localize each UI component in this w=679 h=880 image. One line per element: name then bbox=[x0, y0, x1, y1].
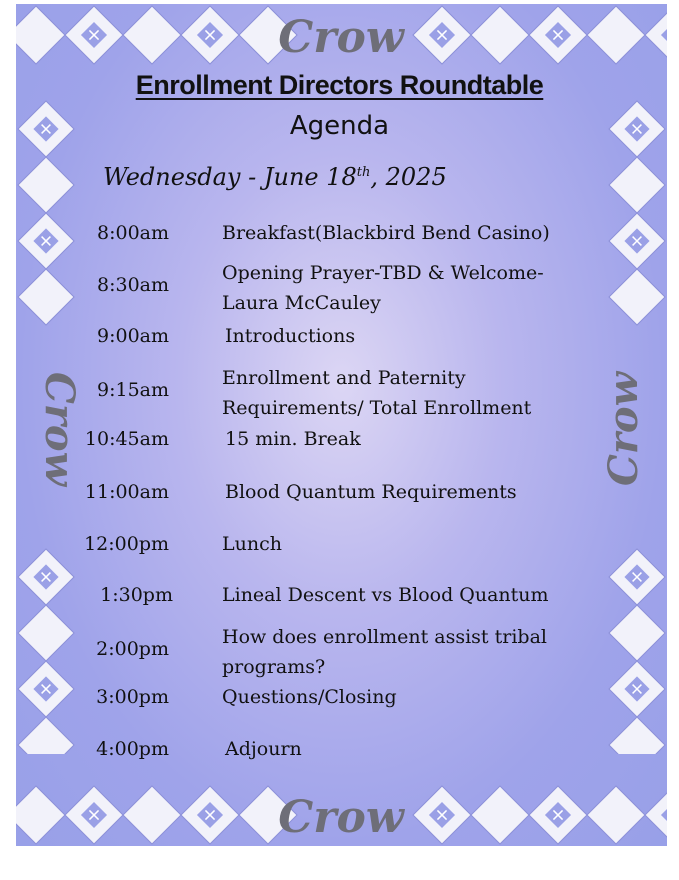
agenda-item: Enrollment and Paternity Requirements/ Total Enrollment bbox=[222, 367, 532, 419]
agenda-item: 15 min. Break bbox=[225, 428, 361, 450]
agenda-item: Lineal Descent vs Blood Quantum bbox=[222, 584, 549, 606]
agenda-time: 4:00pm bbox=[96, 738, 169, 760]
agenda-item: How does enrollment assist tribal programs? bbox=[222, 626, 547, 678]
agenda-time: 1:30pm bbox=[100, 584, 173, 606]
svg-text:Crow: Crow bbox=[278, 12, 404, 63]
top-diamond-border bbox=[16, 4, 667, 66]
agenda-item: Lunch bbox=[222, 533, 282, 555]
agenda-time: 10:45am bbox=[84, 428, 169, 450]
agenda-time: 8:30am bbox=[96, 274, 169, 296]
bottom-diamond-border bbox=[16, 784, 667, 846]
agenda-item: Breakfast(Blackbird Bend Casino) bbox=[222, 222, 550, 244]
right-diamond-border bbox=[597, 99, 667, 754]
agenda-time: 2:00pm bbox=[96, 638, 169, 660]
agenda-time: 8:00am bbox=[96, 222, 169, 244]
document-title: Enrollment Directors Roundtable bbox=[135, 70, 544, 100]
agenda-item: Adjourn bbox=[225, 738, 302, 760]
date-month-day: June 18 bbox=[263, 163, 357, 191]
date-weekday: Wednesday bbox=[103, 163, 241, 191]
agenda-item: Introductions bbox=[225, 325, 356, 347]
agenda-time: 12:00pm bbox=[84, 533, 169, 555]
svg-text:Crow: Crow bbox=[600, 371, 647, 487]
agenda-item: Questions/Closing bbox=[222, 686, 397, 708]
agenda-time: 3:00pm bbox=[96, 686, 169, 708]
date-ordinal: th bbox=[356, 165, 371, 180]
document-subtitle: Agenda bbox=[289, 111, 390, 141]
agenda-time: 9:00am bbox=[96, 325, 169, 347]
date-year: , 2025 bbox=[370, 163, 447, 191]
agenda-item: Opening Prayer-TBD & Welcome-Laura McCauley bbox=[222, 262, 544, 314]
agenda-item: Blood Quantum Requirements bbox=[225, 481, 517, 503]
date-separator: - bbox=[240, 163, 264, 191]
agenda-time: 9:15am bbox=[96, 379, 169, 401]
event-date bbox=[103, 163, 447, 191]
svg-text:Crow: Crow bbox=[278, 792, 404, 843]
left-diamond-border bbox=[16, 99, 86, 754]
agenda-time: 11:00am bbox=[84, 481, 169, 503]
svg-text:Crow: Crow bbox=[36, 371, 83, 487]
